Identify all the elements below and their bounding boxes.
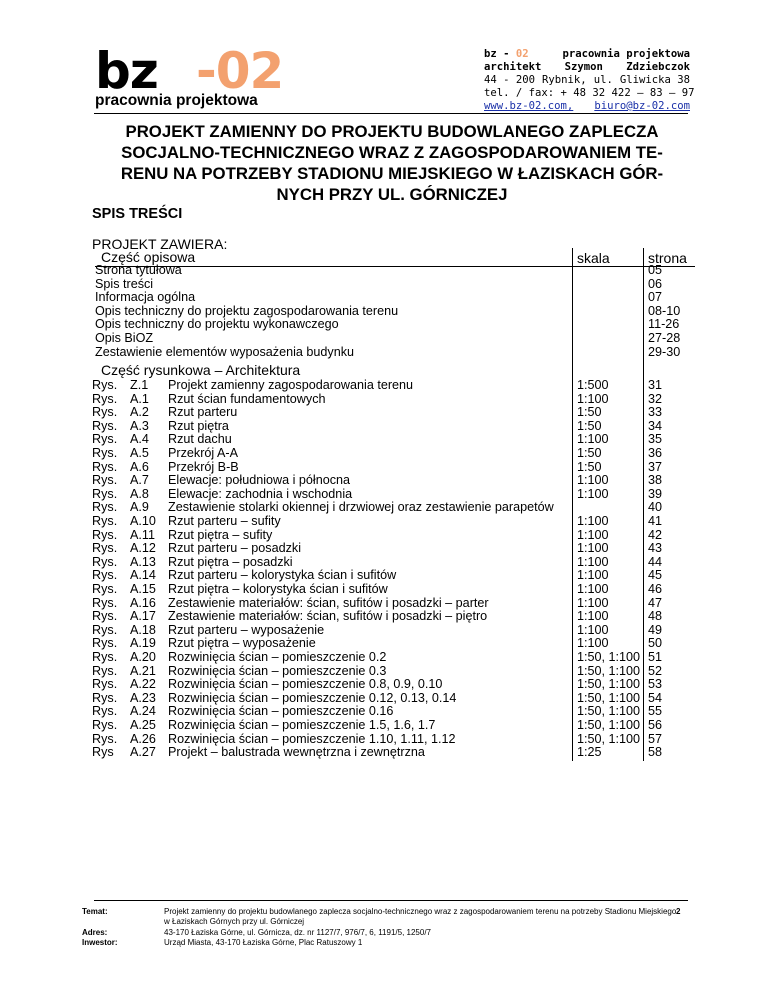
drawing-name: Rzut piętra – sufity (168, 527, 273, 542)
drawing-name: Rozwinięcia ścian – pomieszczenie 0.12, 0.13, 0.14 (168, 690, 457, 705)
header-rule (94, 113, 688, 114)
toc-item-page: 29-30 (648, 344, 681, 359)
drawing-name: Przekrój A-A (168, 446, 238, 460)
drawing-prefix: Rys. (92, 418, 118, 433)
drawing-prefix: Rys. (92, 677, 118, 692)
drawing-page: 37 (648, 459, 663, 474)
logo-02: -02 (196, 42, 284, 100)
logo-subtitle: pracownia projektowa (95, 92, 258, 109)
temat-value: Projekt zamienny do projektu budowlanego zaplecza socjalno-technicznego wraz z zagospodarowaniem terenu na potrzeby Stadionu Miejskiego w Łaziskach Górnych przy ul. Górniczej (164, 907, 677, 926)
page-number: 2 (676, 907, 681, 916)
drawing-scale: 1:25 (577, 745, 602, 760)
col-skala: skala (577, 250, 610, 266)
drawing-name: Rozwinięcia ścian – pomieszczenie 0.2 (168, 650, 387, 664)
logo-bz: bz (95, 42, 158, 100)
drawing-code: A.23 (130, 690, 156, 705)
drawing-prefix: Rys. (92, 432, 118, 447)
drawing-name: Rzut dachu (168, 432, 232, 447)
drawing-code: A.20 (130, 650, 156, 664)
drawing-page: 53 (648, 677, 663, 692)
website-link[interactable]: www.bz-02.com, (484, 100, 574, 112)
drawing-code: A.5 (130, 446, 149, 460)
temat-label: Temat: (82, 907, 108, 916)
toc-item-page: 27-28 (648, 331, 681, 345)
inwestor-value: Urząd Miasta, 43-170 Łaziska Górne, Plac Ratuszowy 1 (164, 938, 363, 947)
drawing-scale: 1:50, 1:100 (577, 718, 641, 732)
drawing-scale: 1:100 (577, 541, 609, 556)
drawing-code: A.1 (130, 391, 149, 406)
drawing-name: Rzut ścian fundamentowych (168, 391, 326, 406)
drawing-page: 45 (648, 568, 663, 583)
drawing-prefix: Rys. (92, 609, 118, 624)
drawing-code: A.8 (130, 486, 149, 501)
drawing-name: Przekrój B-B (168, 459, 239, 474)
drawing-prefix: Rys. (92, 731, 118, 746)
drawing-prefix: Rys. (92, 595, 118, 610)
drawing-name: Rozwinięcia ścian – pomieszczenie 0.8, 0.9, 0.10 (168, 677, 443, 692)
drawing-name: Projekt – balustrada wewnętrzna i zewnętrzna (168, 745, 425, 760)
drawing-prefix: Rys. (92, 514, 118, 528)
drawing-name: Rzut piętra – posadzki (168, 554, 293, 569)
drawing-scale: 1:50, 1:100 (577, 677, 641, 692)
drawing-name: Projekt zamienny zagospodarowania terenu (168, 378, 414, 392)
drawing-prefix: Rys. (92, 446, 118, 460)
logo (95, 42, 285, 110)
drawing-scale: 1:100 (577, 636, 609, 651)
section-opisowa-title: Część opisowa (101, 249, 196, 265)
drawing-name: Zestawienie materiałów: ścian, sufitów i posadzki – parter (168, 595, 489, 610)
drawing-page: 35 (648, 432, 663, 447)
toc-item-page: 05 (648, 263, 663, 277)
drawing-prefix: Rys. (92, 500, 118, 515)
drawing-prefix: Rys. (92, 650, 118, 664)
drawing-name: Rzut parteru (168, 405, 238, 420)
drawing-prefix: Rys. (92, 486, 118, 501)
drawing-scale: 1:500 (577, 378, 609, 392)
drawing-name: Rzut parteru – posadzki (168, 541, 302, 556)
drawing-name: Elewacje: południowa i północna (168, 473, 351, 488)
drawing-scale: 1:50, 1:100 (577, 650, 641, 664)
table-header-rule (95, 266, 695, 267)
drawing-page: 42 (648, 527, 663, 542)
drawing-code: A.26 (130, 731, 156, 746)
drawing-prefix: Rys. (92, 636, 118, 651)
drawing-scale: 1:100 (577, 473, 609, 488)
drawing-page: 48 (648, 609, 663, 624)
toc-item-name: Strona tytułowa (95, 263, 182, 277)
toc-item-name: Opis techniczny do projektu zagospodarowania terenu (95, 303, 399, 318)
drawing-code: A.7 (130, 473, 149, 488)
drawing-name: Rzut parteru – sufity (168, 514, 281, 528)
drawing-code: A.3 (130, 418, 149, 433)
toc-item-name: Zestawienie elementów wyposażenia budynku (95, 344, 355, 359)
drawing-scale: 1:50 (577, 459, 602, 474)
drawing-page: 46 (648, 582, 663, 596)
drawing-scale: 1:100 (577, 554, 609, 569)
drawing-prefix: Rys. (92, 527, 118, 542)
drawing-code: A.11 (130, 527, 155, 542)
drawing-page: 33 (648, 405, 663, 420)
email-link[interactable]: biuro@bz-02.com (594, 100, 690, 112)
drawing-page: 54 (648, 690, 663, 705)
toc-item-name: Informacja ogólna (95, 290, 196, 305)
drawing-code: A.18 (130, 622, 156, 637)
drawing-scale: 1:50, 1:100 (577, 704, 641, 719)
toc-item-name: Opis techniczny do projektu wykonawczego (95, 317, 339, 332)
drawing-name: Rozwinięcia ścian – pomieszczenie 1.10, 1.11, 1.12 (168, 731, 456, 746)
drawing-name: Zestawienie stolarki okiennej i drzwiowej oraz zestawienie parapetów (168, 500, 554, 515)
drawing-scale: 1:50 (577, 446, 602, 460)
drawing-page: 47 (648, 595, 663, 610)
drawing-code: A.17 (130, 609, 156, 624)
adres-value: 43-170 Łaziska Górne, ul. Górnicza, dz. nr 1127/7, 976/7, 6, 1191/5, 1250/7 (164, 928, 431, 937)
drawing-scale: 1:50 (577, 418, 602, 433)
drawing-name: Rzut parteru – wyposażenie (168, 622, 325, 637)
drawing-prefix: Rys. (92, 405, 118, 420)
drawing-code: A.27 (130, 745, 156, 760)
drawing-page: 43 (648, 541, 663, 556)
drawing-name: Rozwinięcia ścian – pomieszczenie 1.5, 1.6, 1.7 (168, 718, 436, 732)
drawing-page: 32 (648, 391, 663, 406)
drawing-code: A.6 (130, 459, 149, 474)
toc-item-name: Opis BiOZ (95, 331, 154, 345)
drawing-code: Z.1 (130, 378, 149, 392)
drawing-prefix: Rys. (92, 473, 118, 488)
drawing-code: A.10 (130, 514, 156, 528)
drawing-name: Elewacje: zachodnia i wschodnia (168, 486, 353, 501)
drawing-name: Rozwinięcia ścian – pomieszczenie 0.16 (168, 704, 394, 719)
drawing-prefix: Rys. (92, 378, 118, 392)
toc-item-page: 08-10 (648, 303, 681, 318)
toc-item-page: 06 (648, 276, 663, 291)
drawing-scale: 1:100 (577, 514, 609, 528)
drawing-code: A.25 (130, 718, 156, 732)
drawing-page: 31 (648, 378, 663, 392)
drawing-name: Rzut piętra – kolorystyka ścian i sufitów (168, 582, 388, 596)
drawing-name: Rzut piętra – wyposażenie (168, 636, 316, 651)
drawing-page: 56 (648, 718, 663, 732)
drawing-scale: 1:100 (577, 568, 609, 583)
projekt-zawiera: PROJEKT ZAWIERA: (92, 236, 228, 252)
drawing-scale: 1:100 (577, 582, 609, 596)
drawing-page: 40 (648, 500, 663, 515)
drawing-scale: 1:100 (577, 391, 609, 406)
drawing-code: A.24 (130, 704, 156, 719)
inwestor-label: Inwestor: (82, 938, 118, 947)
drawing-scale: 1:50 (577, 405, 602, 420)
drawing-page: 34 (648, 418, 663, 433)
drawing-name: Rzut parteru – kolorystyka ścian i sufitów (168, 568, 397, 583)
drawing-scale: 1:100 (577, 486, 609, 501)
toc-item-page: 07 (648, 290, 663, 305)
drawing-scale: 1:50, 1:100 (577, 731, 641, 746)
drawing-code: A.19 (130, 636, 156, 651)
drawing-page: 52 (648, 663, 663, 678)
drawing-code: A.16 (130, 595, 156, 610)
toc-heading: SPIS TREŚCI (92, 206, 183, 222)
table-divider-scale (572, 248, 573, 761)
drawing-page: 58 (648, 745, 663, 760)
section-rysunkowa-title: Część rysunkowa – Architektura (101, 362, 301, 378)
drawing-scale: 1:100 (577, 432, 609, 447)
drawing-scale: 1:50, 1:100 (577, 663, 641, 678)
drawing-prefix: Rys. (92, 690, 118, 705)
drawing-code: A.22 (130, 677, 156, 692)
drawing-prefix: Rys. (92, 582, 118, 596)
drawing-page: 39 (648, 486, 663, 501)
drawing-prefix: Rys. (92, 704, 118, 719)
drawing-prefix: Rys. (92, 568, 118, 583)
drawing-code: A.2 (130, 405, 149, 420)
drawing-code: A.4 (130, 432, 149, 447)
drawing-prefix: Rys. (92, 459, 118, 474)
col-strona: strona (648, 250, 687, 266)
drawing-prefix: Rys. (92, 554, 118, 569)
drawing-scale: 1:100 (577, 527, 609, 542)
drawing-page: 38 (648, 473, 663, 488)
drawing-prefix: Rys. (92, 718, 118, 732)
drawing-code: A.13 (130, 554, 156, 569)
drawing-scale: 1:50, 1:100 (577, 690, 641, 705)
drawing-page: 41 (648, 514, 663, 528)
drawing-name: Rozwinięcia ścian – pomieszczenie 0.3 (168, 663, 387, 678)
drawing-prefix: Rys. (92, 391, 118, 406)
drawing-scale: 1:100 (577, 622, 609, 637)
table-divider-page (643, 248, 644, 761)
drawing-code: A.15 (130, 582, 156, 596)
drawing-page: 36 (648, 446, 663, 460)
drawing-page: 44 (648, 554, 663, 569)
drawing-prefix: Rys. (92, 541, 118, 556)
drawing-code: A.14 (130, 568, 156, 583)
toc-item-name: Spis treści (95, 276, 154, 291)
drawing-page: 51 (648, 650, 663, 664)
document-title: PROJEKT ZAMIENNY DO PROJEKTU BUDOWLANEGO ZAPLECZA SOCJALNO-TECHNICZNEGO WRAZ Z ZAGOSPODAROWANIEM TE- RENU NA POTRZEBY STADIONU MIEJSKIEGO W ŁAZISKACH GÓR- NYCH PRZY UL. GÓRNICZEJ (120, 122, 664, 204)
drawing-code: A.21 (130, 663, 156, 678)
footer-rule (94, 900, 688, 901)
drawing-code: A.9 (130, 500, 149, 515)
drawing-scale: 1:100 (577, 609, 609, 624)
drawing-page: 50 (648, 636, 663, 651)
drawing-prefix: Rys (92, 745, 114, 760)
drawing-prefix: Rys. (92, 663, 118, 678)
company-header: bz - 02 pracownia projektowa architekt Szymon Zdziebczok 44 - 200 Rybnik, ul. Gliwicka 38 tel. / fax: + 48 32 422 – 83 – 97 www.bz-02.com, biuro@bz-02.com (484, 48, 695, 112)
drawing-prefix: Rys. (92, 622, 118, 637)
adres-label: Adres: (82, 928, 108, 937)
drawing-page: 57 (648, 731, 663, 746)
drawing-name: Zestawienie materiałów: ścian, sufitów i posadzki – piętro (168, 609, 488, 624)
drawing-scale: 1:100 (577, 595, 609, 610)
toc-item-page: 11-26 (648, 317, 680, 332)
drawing-code: A.12 (130, 541, 156, 556)
drawing-page: 55 (648, 704, 663, 719)
drawing-page: 49 (648, 622, 663, 637)
drawing-name: Rzut piętra (168, 418, 229, 433)
